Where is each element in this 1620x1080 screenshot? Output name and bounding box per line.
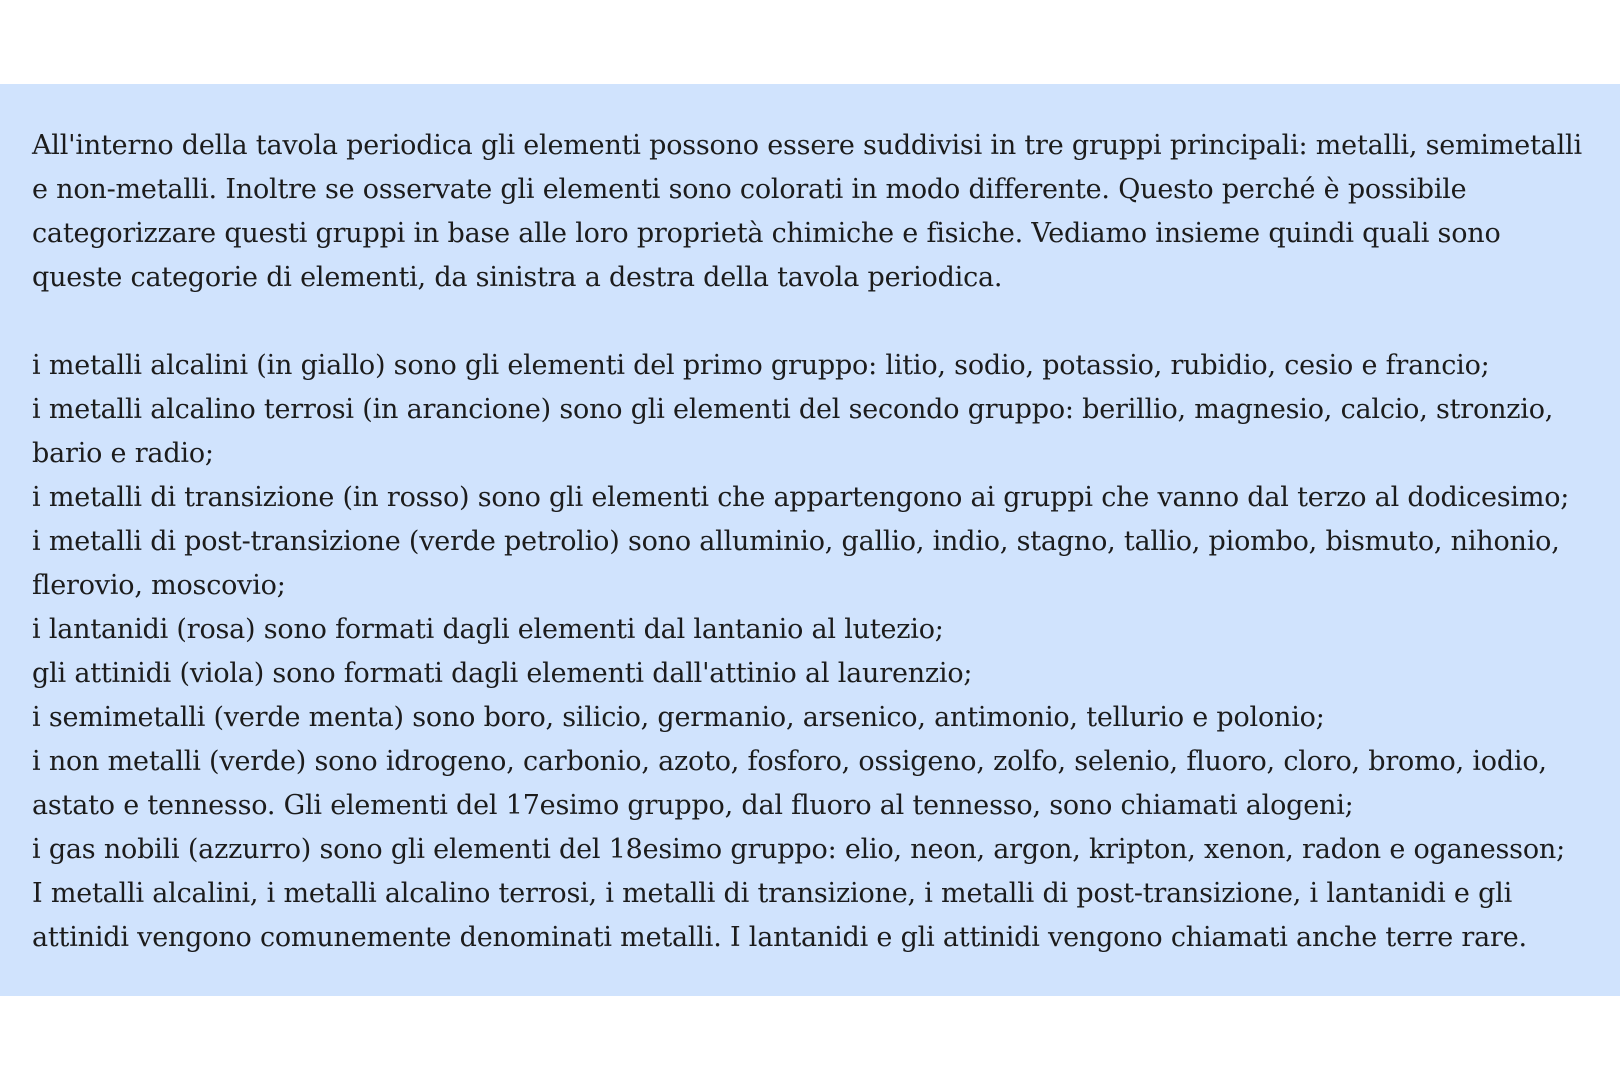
category-line-post-transition: i metalli di post-transizione (verde petrolio) sono alluminio, gallio, indio, stagno, tallio, piombo, bismuto, nihonio, flerovio, moscovio; <box>32 526 1560 601</box>
category-line-noble-gases: i gas nobili (azzurro) sono gli elementi del 18esimo gruppo: elio, neon, argon, kripton, xenon, radon e oganesson; <box>32 834 1565 865</box>
category-line-lanthanides: i lantanidi (rosa) sono formati dagli elementi dal lantanio al lutezio; <box>32 614 944 645</box>
intro-paragraph: All'interno della tavola periodica gli elementi possono essere suddivisi in tre gruppi principali: metalli, semimetalli e non-metalli. Inoltre se osservate gli elementi sono colorati in modo differente. Questo perché è possibile categorizzare questi gruppi in base alle loro proprietà chimiche e fisiche. Vediamo insieme quindi quali sono queste categorie di elementi, da sinistra a destra della tavola periodica. <box>32 130 1591 293</box>
category-line-nonmetals: i non metalli (verde) sono idrogeno, carbonio, azoto, fosforo, ossigeno, zolfo, selenio, fluoro, cloro, bromo, iodio, astato e tennesso. Gli elementi del 17esimo gruppo, dal fluoro al tennesso, sono chiamati alogeni; <box>32 746 1547 821</box>
category-line-alkaline-earth: i metalli alcalino terrosi (in arancione) sono gli elementi del secondo gruppo: berillio, magnesio, calcio, stronzio, bario e radio; <box>32 394 1554 469</box>
text-panel <box>0 84 1620 996</box>
paragraph-spacer <box>32 300 1597 344</box>
text-content <box>32 124 1597 960</box>
category-line-actinides: gli attinidi (viola) sono formati dagli elementi dall'attinio al laurenzio; <box>32 658 973 689</box>
category-line-metalloids: i semimetalli (verde menta) sono boro, silicio, germanio, arsenico, antimonio, tellurio e polonio; <box>32 702 1325 733</box>
category-line-alkali: i metalli alcalini (in giallo) sono gli elementi del primo gruppo: litio, sodio, potassio, rubidio, cesio e francio; <box>32 350 1490 381</box>
summary-line: I metalli alcalini, i metalli alcalino terrosi, i metalli di transizione, i metalli di post-transizione, i lantanidi e gli attinidi vengono comunemente denominati metalli. I lantanidi e gli attinidi vengono chiamati anche terre rare. <box>32 878 1527 953</box>
category-line-transition: i metalli di transizione (in rosso) sono gli elementi che appartengono ai gruppi che vanno dal terzo al dodicesimo; <box>32 482 1570 513</box>
